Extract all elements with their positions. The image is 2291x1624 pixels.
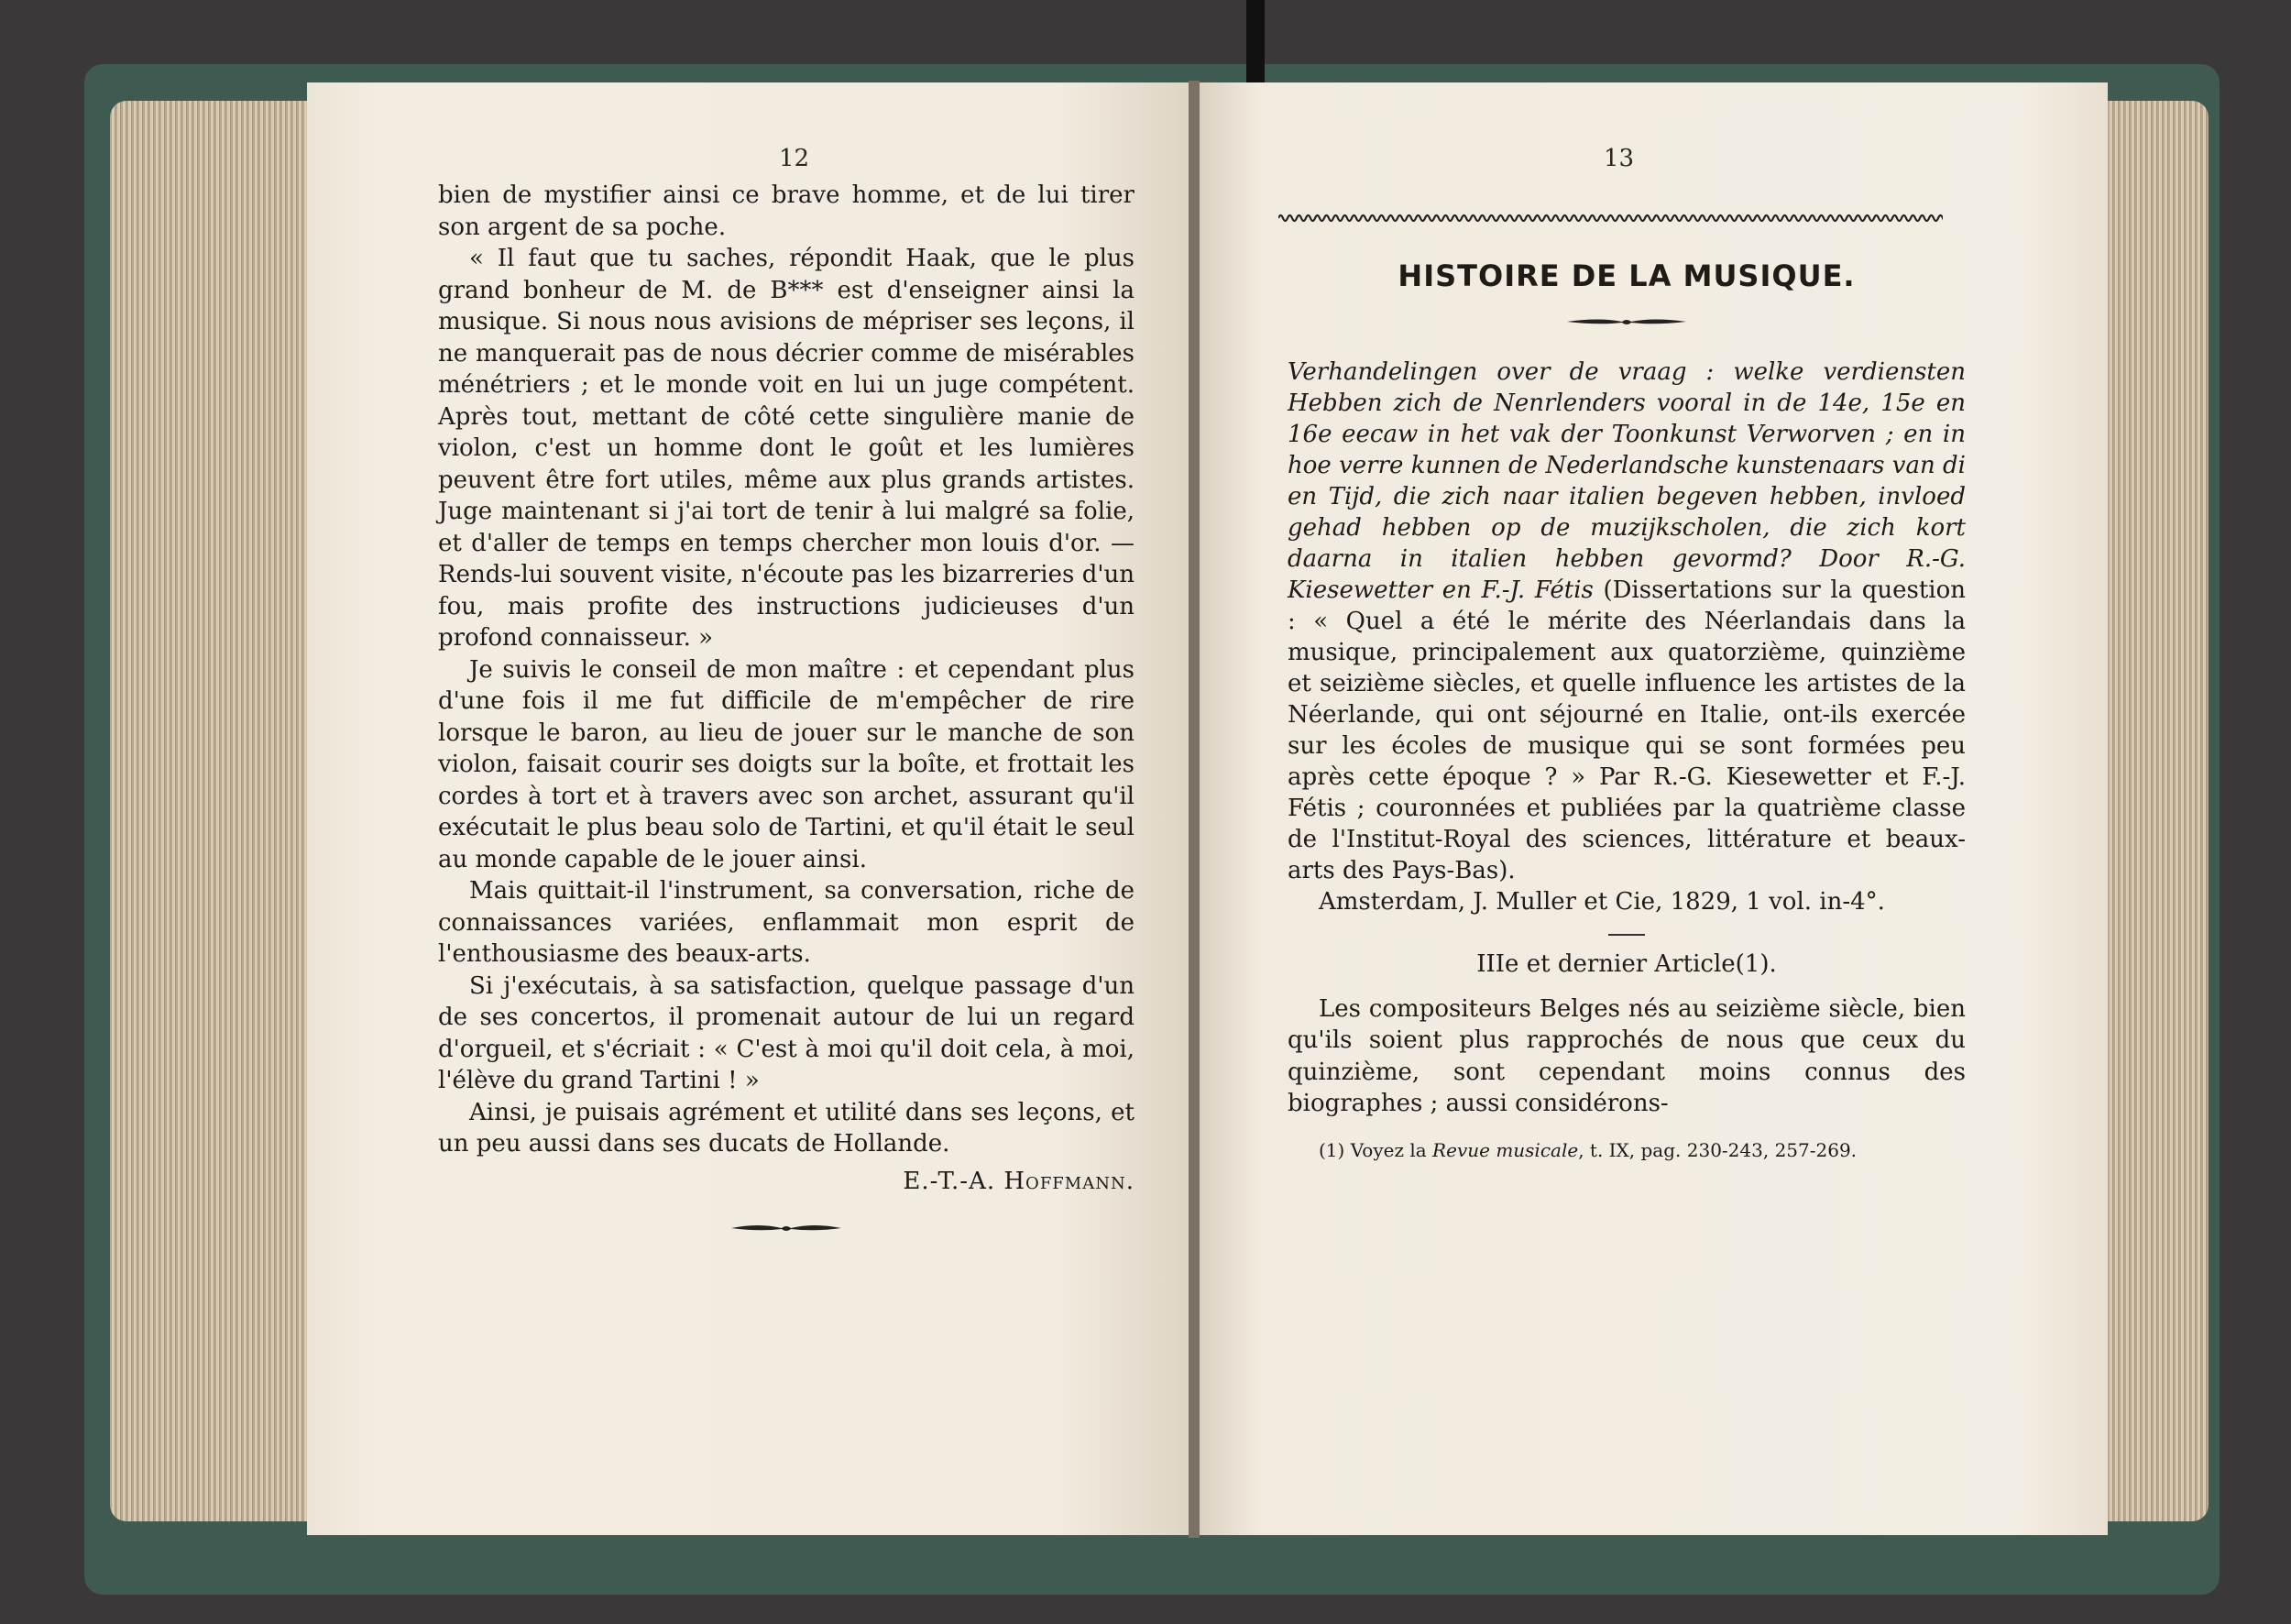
paragraph: « Il faut que tu saches, répondit Haak, que le plus grand bonheur de M. de B*** est d'enseigner ainsi la musique. Si nous nous avisions de mépriser ses leçons, il ne manquerait pas de nous décrier comme de misérables ménétriers ; et le monde voit en lui un juge compétent. Après tout, mettant de côté cette singulière manie de violon, c'est un homme dont le goût et les lumières peuvent être fort utiles, même aux plus grands artistes. Juge maintenant si j'ai tort de tenir à lui malgré sa folie, et d'aller de temps en temps chercher mon louis d'or. — Rends-lui souvent visite, n'écoute pas les bizarreries d'un fou, mais profite des instructions judicieuses d'un profond connaisseur. » <box>438 245 1135 652</box>
author-signature: E.-T.-A. Hoffmann. <box>903 1167 1135 1195</box>
article-title: HISTOIRE DE LA MUSIQUE. <box>1398 258 1856 293</box>
page-block-left <box>110 101 312 1521</box>
imprint: Amsterdam, J. Muller et Cie, 1829, 1 vol. in-4°. <box>1319 887 1885 916</box>
citation-dutch-title: Verhandelingen over de vraag : welke verdiensten Hebben zich de Nenrlenders vooral in de 14e, 15e en 16e eecaw in het vak der Toonkunst Verworven ; en in hoe verre kunnen de Nederlandsche kunstenaars van di en Tijd, die zich naar italien begeven hebben, invloed gehad hebben op de muzijkscholen, die zich kort daarna in italien hebben gevormd? Door R.-G. Kiesewetter en F.-J. Fétis <box>1288 357 1966 604</box>
ornament-divider-icon <box>731 1217 841 1239</box>
page-block-right <box>2108 101 2209 1521</box>
footnote-prefix: (1) Voyez la <box>1319 1138 1433 1161</box>
article-heading: IIIe et dernier Article(1). <box>1476 950 1777 978</box>
footnote-journal: Revue musicale <box>1432 1138 1579 1161</box>
paragraph: Mais quittait-il l'instrument, sa conversation, riche de connaissances variées, enflammait mon esprit de l'enthousiasme des beaux-arts. <box>438 877 1135 968</box>
gutter <box>1189 81 1200 1538</box>
short-rule <box>1608 934 1645 936</box>
paragraph: Je suivis le conseil de mon maître : et cependant plus d'une fois il me fut difficile de m'empêcher de rire lorsque le baron, au lieu de jouer sur le manche de son violon, faisait courir ses doigts sur la boîte, et frottait les cordes à tort et à travers avec son archet, assurant qu'il exécutait le plus beau solo de Tartini, et qu'il était le seul au monde capable de le jouer ainsi. <box>438 655 1135 873</box>
left-page-text <box>438 180 1135 1239</box>
title-ornament-icon <box>1567 311 1686 333</box>
citation-french-title: (Dissertations sur la question : « Quel a été le mérite des Néerlandais dans la musique, principalement aux quatorzième, quinzième et seizième siècles, et quelle influence les artistes de la Néerlande, qui ont séjourné en Italie, ont-ils exercée sur les écoles de musique qui se sont formées peu après cette époque ? » Par R.-G. Kiesewetter et F.-J. Fétis ; couronnées et publiées par la quatrième classe de l'Institut-Royal des sciences, littérature et beaux-arts des Pays-Bas). <box>1288 576 1967 884</box>
paragraph: Ainsi, je puisais agrément et utilité dans ses leçons, et un peu aussi dans ses ducats de Hollande. <box>438 1098 1135 1158</box>
footnote <box>1288 1138 1966 1162</box>
footnote-suffix: , t. IX, pag. 230-243, 257-269. <box>1578 1138 1858 1161</box>
left-page-number: 12 <box>779 145 810 172</box>
body-paragraph: Les compositeurs Belges nés au seizième siècle, bien qu'ils soient plus rapprochés de nous que ceux du quinzième, sont cependant moins connus des biographes ; aussi considérons- <box>1288 994 1966 1117</box>
right-page-text <box>1288 257 1966 1162</box>
right-page-number: 13 <box>1604 145 1635 172</box>
citation <box>1288 357 1966 886</box>
wavy-rule-icon <box>1278 211 1943 225</box>
paragraph: Si j'exécutais, à sa satisfaction, quelque passage d'un de ses concertos, il promenait autour de lui un regard d'orgueil, et s'écriait : « C'est à moi qu'il doit cela, à moi, l'élève du grand Tartini ! » <box>438 971 1135 1094</box>
paragraph: bien de mystifier ainsi ce brave homme, et de lui tirer son argent de sa poche. <box>438 181 1135 241</box>
